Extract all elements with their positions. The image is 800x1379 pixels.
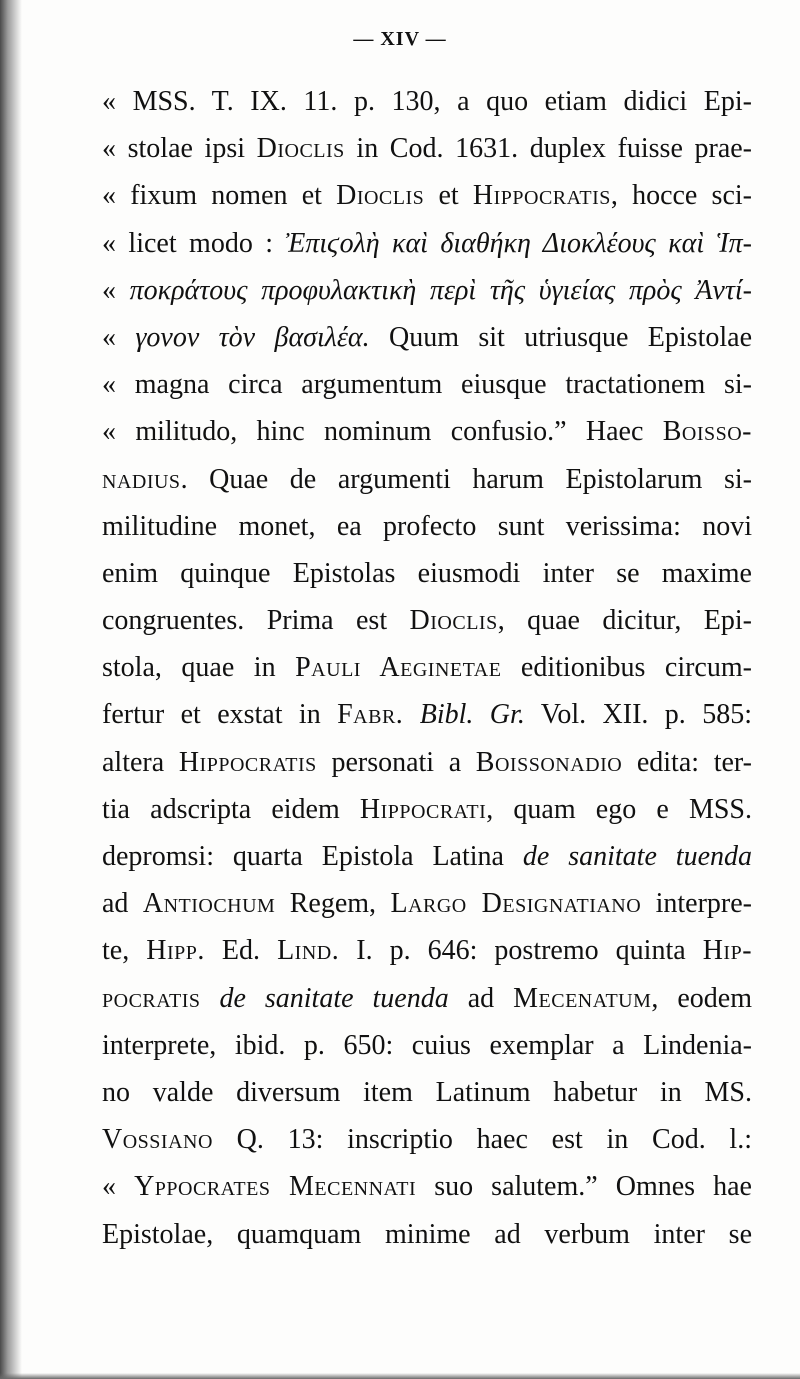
text-run: Epistolae, quamquam minime ad verbum inter se [102, 1218, 752, 1250]
text-run: nadius [102, 463, 181, 495]
text-run: Q. 13: inscriptio haec est in Cod. l.: [212, 1124, 752, 1156]
text-run: « fixum nomen et [102, 180, 337, 212]
text-run: , hocce sci- [610, 180, 752, 212]
text-run: ποκράτους προφυλακτικὴ περὶ τῆς ὑγιείας πρὸς Ἀντί- [129, 274, 752, 306]
text-line [102, 597, 752, 644]
text-run: , quae dicitur, Epi- [497, 605, 752, 637]
text-run: Hipp. [146, 935, 205, 967]
text-line [102, 1116, 752, 1163]
text-run: Dioclis [336, 180, 425, 212]
text-run: « stolae ipsi [102, 133, 257, 165]
text-run: Bibl. Gr. [419, 699, 525, 731]
text-run: tia adscripta eidem [102, 793, 360, 825]
text-run: personati a [316, 746, 476, 778]
text-run: « [102, 274, 130, 306]
text-run: Ἐπιϛολὴ καὶ διαθήκη Διοκλέους καὶ Ἱπ- [285, 227, 752, 259]
text-run: . Quae de argumenti harum Epistolarum si- [180, 463, 752, 495]
text-run: Boisso- [662, 416, 752, 448]
text-line [102, 408, 752, 455]
text-run: fertur et exstat in [102, 699, 338, 731]
text-run: Ed. [204, 935, 278, 967]
text-line [102, 172, 752, 219]
text-run: γονον τὸν βασιλέα. [135, 321, 370, 353]
text-run: Dioclis [256, 133, 345, 165]
text-run: , eodem [651, 982, 753, 1014]
text-run: militudine monet, ea profecto sunt verissima: novi [102, 510, 752, 542]
text-run: « militudo, hinc nominum confusio.” Haec [102, 416, 663, 448]
text-run: ad [448, 982, 514, 1014]
text-run: de sanitate tuenda [219, 982, 449, 1014]
text-run: Dioclis [409, 605, 498, 637]
text-run: Lind. [277, 935, 340, 967]
scan-edge-shadow [0, 0, 22, 1379]
text-run: Hippocrati [359, 793, 487, 825]
text-run: suo salutem.” Omnes hae [416, 1171, 752, 1203]
text-line [102, 361, 752, 408]
text-line [102, 691, 752, 738]
text-run: ad [102, 888, 143, 920]
text-line [102, 125, 752, 172]
text-line [102, 503, 752, 550]
text-run: in Cod. 1631. duplex fuisse prae- [344, 133, 752, 165]
text-run: Mecenatum [513, 982, 652, 1014]
text-run: edita: ter- [622, 746, 752, 778]
text-run: Vol. XII. p. 585: [524, 699, 752, 731]
text-run: Hippocratis [472, 180, 611, 212]
text-line [102, 220, 752, 267]
text-line [102, 927, 752, 974]
text-line [102, 644, 752, 691]
running-head: — XIV — [353, 28, 447, 50]
text-run: interprete, ibid. p. 650: cuius exemplar a Lindenia- [102, 1029, 752, 1061]
text-run: Hip- [702, 935, 753, 967]
text-line [102, 880, 752, 927]
text-run: enim quinque Epistolas eiusmodi inter se maxime [102, 557, 752, 589]
text-line [102, 739, 752, 786]
text-run: I. p. 646: postremo quinta [339, 935, 703, 967]
text-run [403, 699, 419, 730]
text-run: Pauli Aeginetae [295, 652, 502, 684]
scan-bottom-shadow [0, 1373, 800, 1379]
text-run: pocratis [102, 982, 201, 1014]
text-run: Yppocrates Mecennati [134, 1171, 417, 1203]
text-run: Hippocratis [178, 746, 317, 778]
text-run: « magna circa argumentum eiusque tractationem si- [102, 369, 752, 401]
text-run: depromsi: quarta Epistola Latina [102, 841, 523, 872]
text-run: et [424, 180, 473, 212]
text-line [102, 1022, 752, 1069]
text-run: altera [102, 746, 179, 778]
text-run: « MSS. T. IX. 11. p. 130, a quo etiam didici Epi- [102, 86, 752, 117]
text-run: « licet modo : [102, 227, 286, 259]
text-run: , quam ego e MSS. [486, 793, 752, 825]
text-line [102, 1163, 752, 1210]
text-line [102, 833, 752, 880]
text-line [102, 975, 752, 1022]
text-run: no valde diversum item Latinum habetur in MS. [102, 1076, 752, 1108]
text-line [102, 78, 752, 125]
text-run: « [102, 321, 136, 353]
text-line [102, 550, 752, 597]
text-line [102, 1211, 752, 1258]
text-run: de sanitate tuenda [522, 841, 752, 872]
body-text [102, 78, 752, 1258]
text-run: Boissonadio [475, 746, 623, 778]
text-run: Regem, [275, 888, 391, 920]
text-line [102, 1069, 752, 1116]
text-run: « [102, 1171, 135, 1203]
text-line [102, 267, 752, 314]
text-run: Largo Designatiano [390, 888, 642, 920]
text-run: interpre- [641, 888, 752, 920]
text-run: congruentes. Prima est [102, 605, 410, 637]
text-run [200, 983, 219, 1014]
text-run: Fabr. [337, 699, 404, 731]
text-run: Vossiano [102, 1124, 213, 1156]
text-run: te, [102, 935, 147, 967]
text-run: Antiochum [142, 888, 276, 920]
text-line [102, 786, 752, 833]
text-line [102, 314, 752, 361]
text-run: stola, quae in [102, 652, 296, 684]
text-run: editionibus circum- [501, 652, 752, 684]
text-run: Quum sit utriusque Epistolae [369, 321, 752, 353]
text-line [102, 456, 752, 503]
